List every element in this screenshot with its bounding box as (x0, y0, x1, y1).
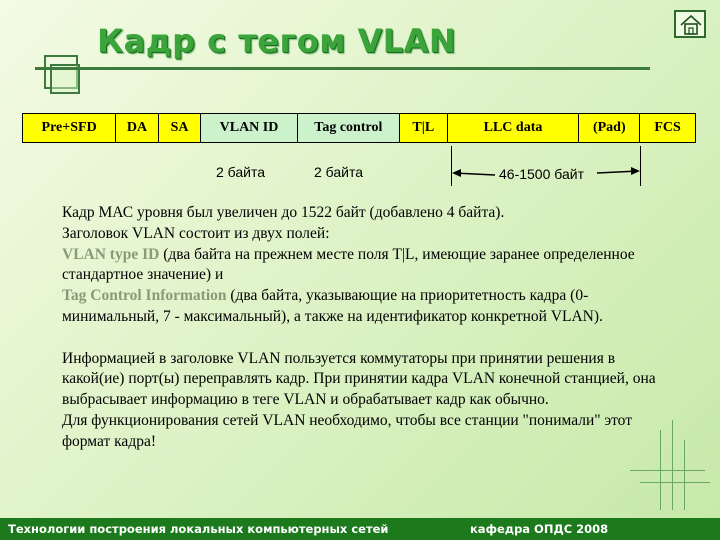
frame-field-da: DA (116, 114, 159, 143)
footer-course-title: Технологии построения локальных компьютерных сетей (8, 522, 389, 536)
llc-data-size-label: 46-1500 байт (499, 166, 584, 182)
slide-title: Кадр с тегом VLAN (97, 22, 457, 60)
frame-field-pre-sfd: Pre+SFD (23, 114, 116, 143)
frame-field-llc-data: LLC data (447, 114, 579, 143)
paragraph-switch-behavior: Информацией в заголовке VLAN пользуется коммутаторы при принятии решения в какой(ие) порт(ы) переправлять кадр. При принятии кадра VLAN конечной станцией, она выбрасывает информацию в теге VLAN и обрабатывает кадр как обычно. (62, 349, 656, 409)
tag-control-description: (два байта, указывающие на приоритетность кадра (0-минимальный, 7 - максимальный), а также на идентификатор конкретной VLAN). (62, 287, 603, 325)
footer-department: кафедра ОПДС 2008 (470, 522, 609, 536)
decorative-hline-2 (640, 482, 710, 483)
frame-field-vlan-id: VLAN ID (201, 114, 297, 143)
paragraph-tag-control (62, 286, 662, 328)
vlan-type-label: VLAN type ID (62, 245, 160, 263)
llc-arrow-right (596, 164, 641, 178)
tag-control-label: Tag Control Information (62, 287, 227, 305)
footer-bar (0, 518, 720, 540)
decorative-vline-3 (684, 440, 685, 510)
tag-control-size-label: 2 байта (314, 164, 364, 180)
frame-field-fcs: FCS (640, 114, 696, 143)
paragraph-requirement: Для функционирования сетей VLAN необходимо, чтобы все станции "понимали" этот формат кадра! (62, 411, 633, 450)
frame-field-tag-control: Tag control (297, 114, 399, 143)
paragraph-spacer (62, 328, 662, 349)
vlan-frame-diagram (22, 113, 696, 143)
decorative-vline-2 (672, 420, 673, 510)
vlan-type-description: (два байта на прежнем месте поля T|L, имеющие заранее определенное стандартное значение) и (62, 245, 635, 284)
llc-arrow-left (451, 166, 496, 180)
paragraph-header-fields: Заголовок VLAN состоит из двух полей: (62, 224, 330, 242)
title-underline (35, 67, 650, 70)
frame-field-type-length: T|L (400, 114, 448, 143)
home-button[interactable] (674, 10, 706, 38)
paragraph-vlan-type (62, 245, 662, 287)
home-icon (680, 15, 702, 35)
paragraph-frame-size: Кадр МАС уровня был увеличен до 1522 байт (добавлено 4 байта). (62, 204, 505, 221)
vlan-id-size-label: 2 байта (216, 164, 266, 180)
body-text (62, 203, 662, 453)
frame-field-sa: SA (158, 114, 201, 143)
decorative-hline-1 (630, 470, 705, 471)
frame-field-pad: (Pad) (579, 114, 640, 143)
